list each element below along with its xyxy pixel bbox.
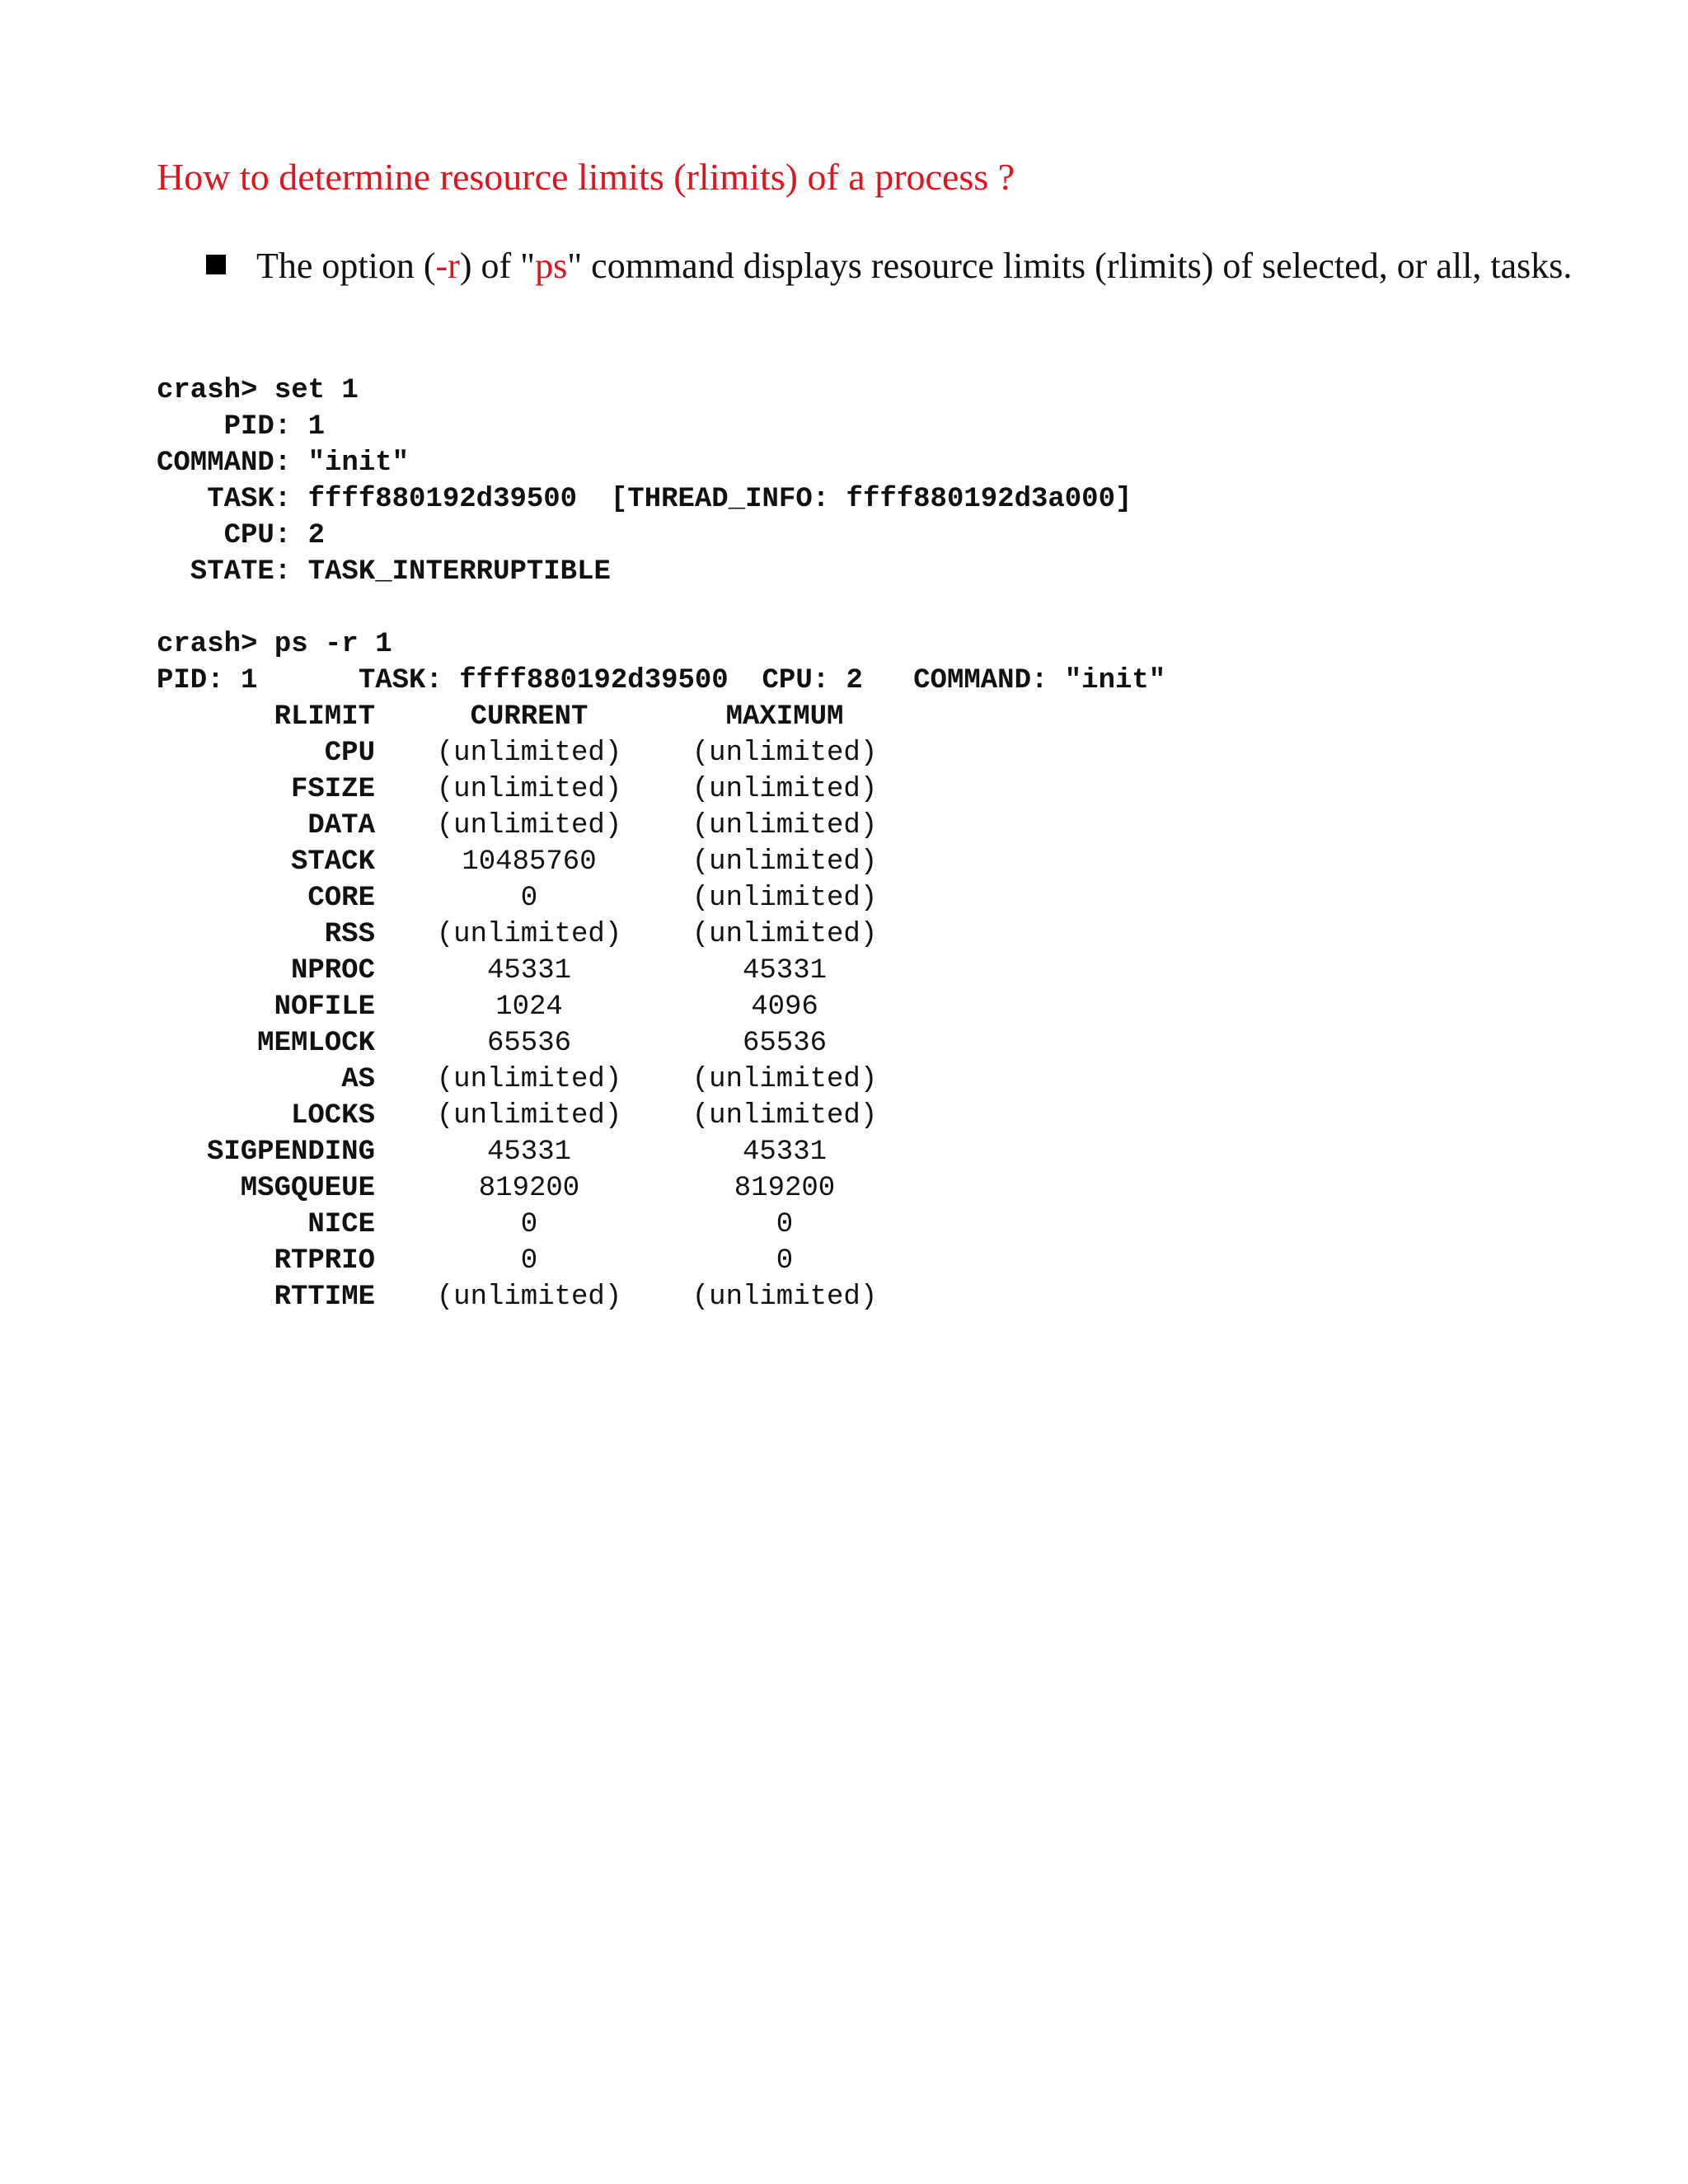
rlimit-maximum-value: (unlimited): [692, 1100, 878, 1132]
rlimit-maximum-value: (unlimited): [692, 774, 878, 805]
rlimit-current-value: 1024: [495, 991, 563, 1023]
rlimit-maximum-value: 0: [776, 1245, 794, 1277]
rlimit-current-value: (unlimited): [436, 810, 622, 841]
set-state-line: STATE: TASK_INTERRUPTIBLE: [157, 556, 611, 588]
rlimit-current-value: (unlimited): [436, 738, 622, 769]
rlimit-name: SIGPENDING: [206, 1137, 375, 1168]
rlimit-current-value: 65536: [486, 1028, 572, 1059]
set-cpu-line: CPU: 2: [157, 520, 326, 551]
rlimit-current-value: 10485760: [462, 846, 597, 878]
rlimit-maximum-value: (unlimited): [692, 883, 878, 914]
rlimit-maximum-value: (unlimited): [692, 1064, 878, 1095]
bullet-paragraph: [256, 243, 1575, 289]
bullet-text-pre: The option (: [256, 246, 436, 286]
rlimit-maximum-value: (unlimited): [692, 1282, 878, 1313]
rlimit-name: MSGQUEUE: [240, 1173, 375, 1204]
rlimit-current-value: (unlimited): [436, 774, 622, 805]
rlimit-name: RTTIME: [274, 1282, 375, 1313]
rlimit-name: NOFILE: [274, 991, 375, 1023]
set-task-line: TASK: ffff880192d39500 [THREAD_INFO: ffff880192d3a000]: [157, 484, 1132, 515]
rlimit-header: RLIMIT: [274, 701, 375, 733]
rlimit-current-value: 45331: [486, 955, 572, 987]
square-bullet-icon: [206, 255, 226, 274]
option-flag: -r: [435, 246, 460, 286]
rlimit-current-value: 819200: [478, 1173, 580, 1204]
rlimit-name: NPROC: [290, 955, 375, 987]
rlimit-maximum-value: (unlimited): [692, 810, 878, 841]
rlimit-name: STACK: [290, 846, 375, 878]
rlimit-maximum-value: (unlimited): [692, 846, 878, 878]
rlimit-current-value: 0: [520, 1209, 538, 1240]
rlimit-maximum-value: (unlimited): [692, 738, 878, 769]
rlimit-name: RTPRIO: [274, 1245, 375, 1277]
rlimit-current-value: 45331: [486, 1137, 572, 1168]
rlimit-maximum-value: 819200: [734, 1173, 836, 1204]
rlimit-maximum-value: 45331: [742, 955, 828, 987]
rlimit-name: MEMLOCK: [257, 1028, 375, 1059]
rlimit-maximum-value: 0: [776, 1209, 794, 1240]
rlimit-current-value: (unlimited): [436, 1282, 622, 1313]
rlimit-maximum-value: 65536: [742, 1028, 828, 1059]
bullet-text-post: " command displays resource limits (rlimits) of selected, or all, tasks.: [567, 246, 1573, 286]
rlimit-maximum-value: (unlimited): [692, 919, 878, 950]
rlimit-current-value: 0: [520, 1245, 538, 1277]
set-command-line: COMMAND: "init": [157, 448, 410, 479]
rlimit-current-value: (unlimited): [436, 1064, 622, 1095]
command-name: ps: [535, 246, 568, 286]
rlimit-name: CPU: [324, 738, 375, 769]
ps-prompt-line: crash> ps -r 1: [157, 629, 392, 660]
rlimit-maximum-value: 45331: [742, 1137, 828, 1168]
rlimit-name: CORE: [307, 883, 375, 914]
rlimit-name: RSS: [324, 919, 375, 950]
rlimit-name: DATA: [307, 810, 375, 841]
rlimit-current-value: (unlimited): [436, 1100, 622, 1132]
ps-summary-line: PID: 1 TASK: ffff880192d39500 CPU: 2 COMMAND: "init": [157, 665, 1166, 696]
set-pid-line: PID: 1: [157, 411, 326, 443]
current-header: CURRENT: [470, 701, 588, 733]
rlimit-current-value: (unlimited): [436, 919, 622, 950]
bullet-text-mid: ) of ": [459, 246, 536, 286]
rlimit-name: LOCKS: [290, 1100, 375, 1132]
maximum-header: MAXIMUM: [725, 701, 844, 733]
rlimit-current-value: 0: [520, 883, 538, 914]
page-title: How to determine resource limits (rlimits) of a process ?: [157, 156, 1015, 198]
rlimit-name: AS: [341, 1064, 375, 1095]
rlimit-name: FSIZE: [290, 774, 375, 805]
rlimit-name: NICE: [307, 1209, 375, 1240]
set-prompt-line: crash> set 1: [157, 375, 359, 406]
rlimit-maximum-value: 4096: [751, 991, 818, 1023]
